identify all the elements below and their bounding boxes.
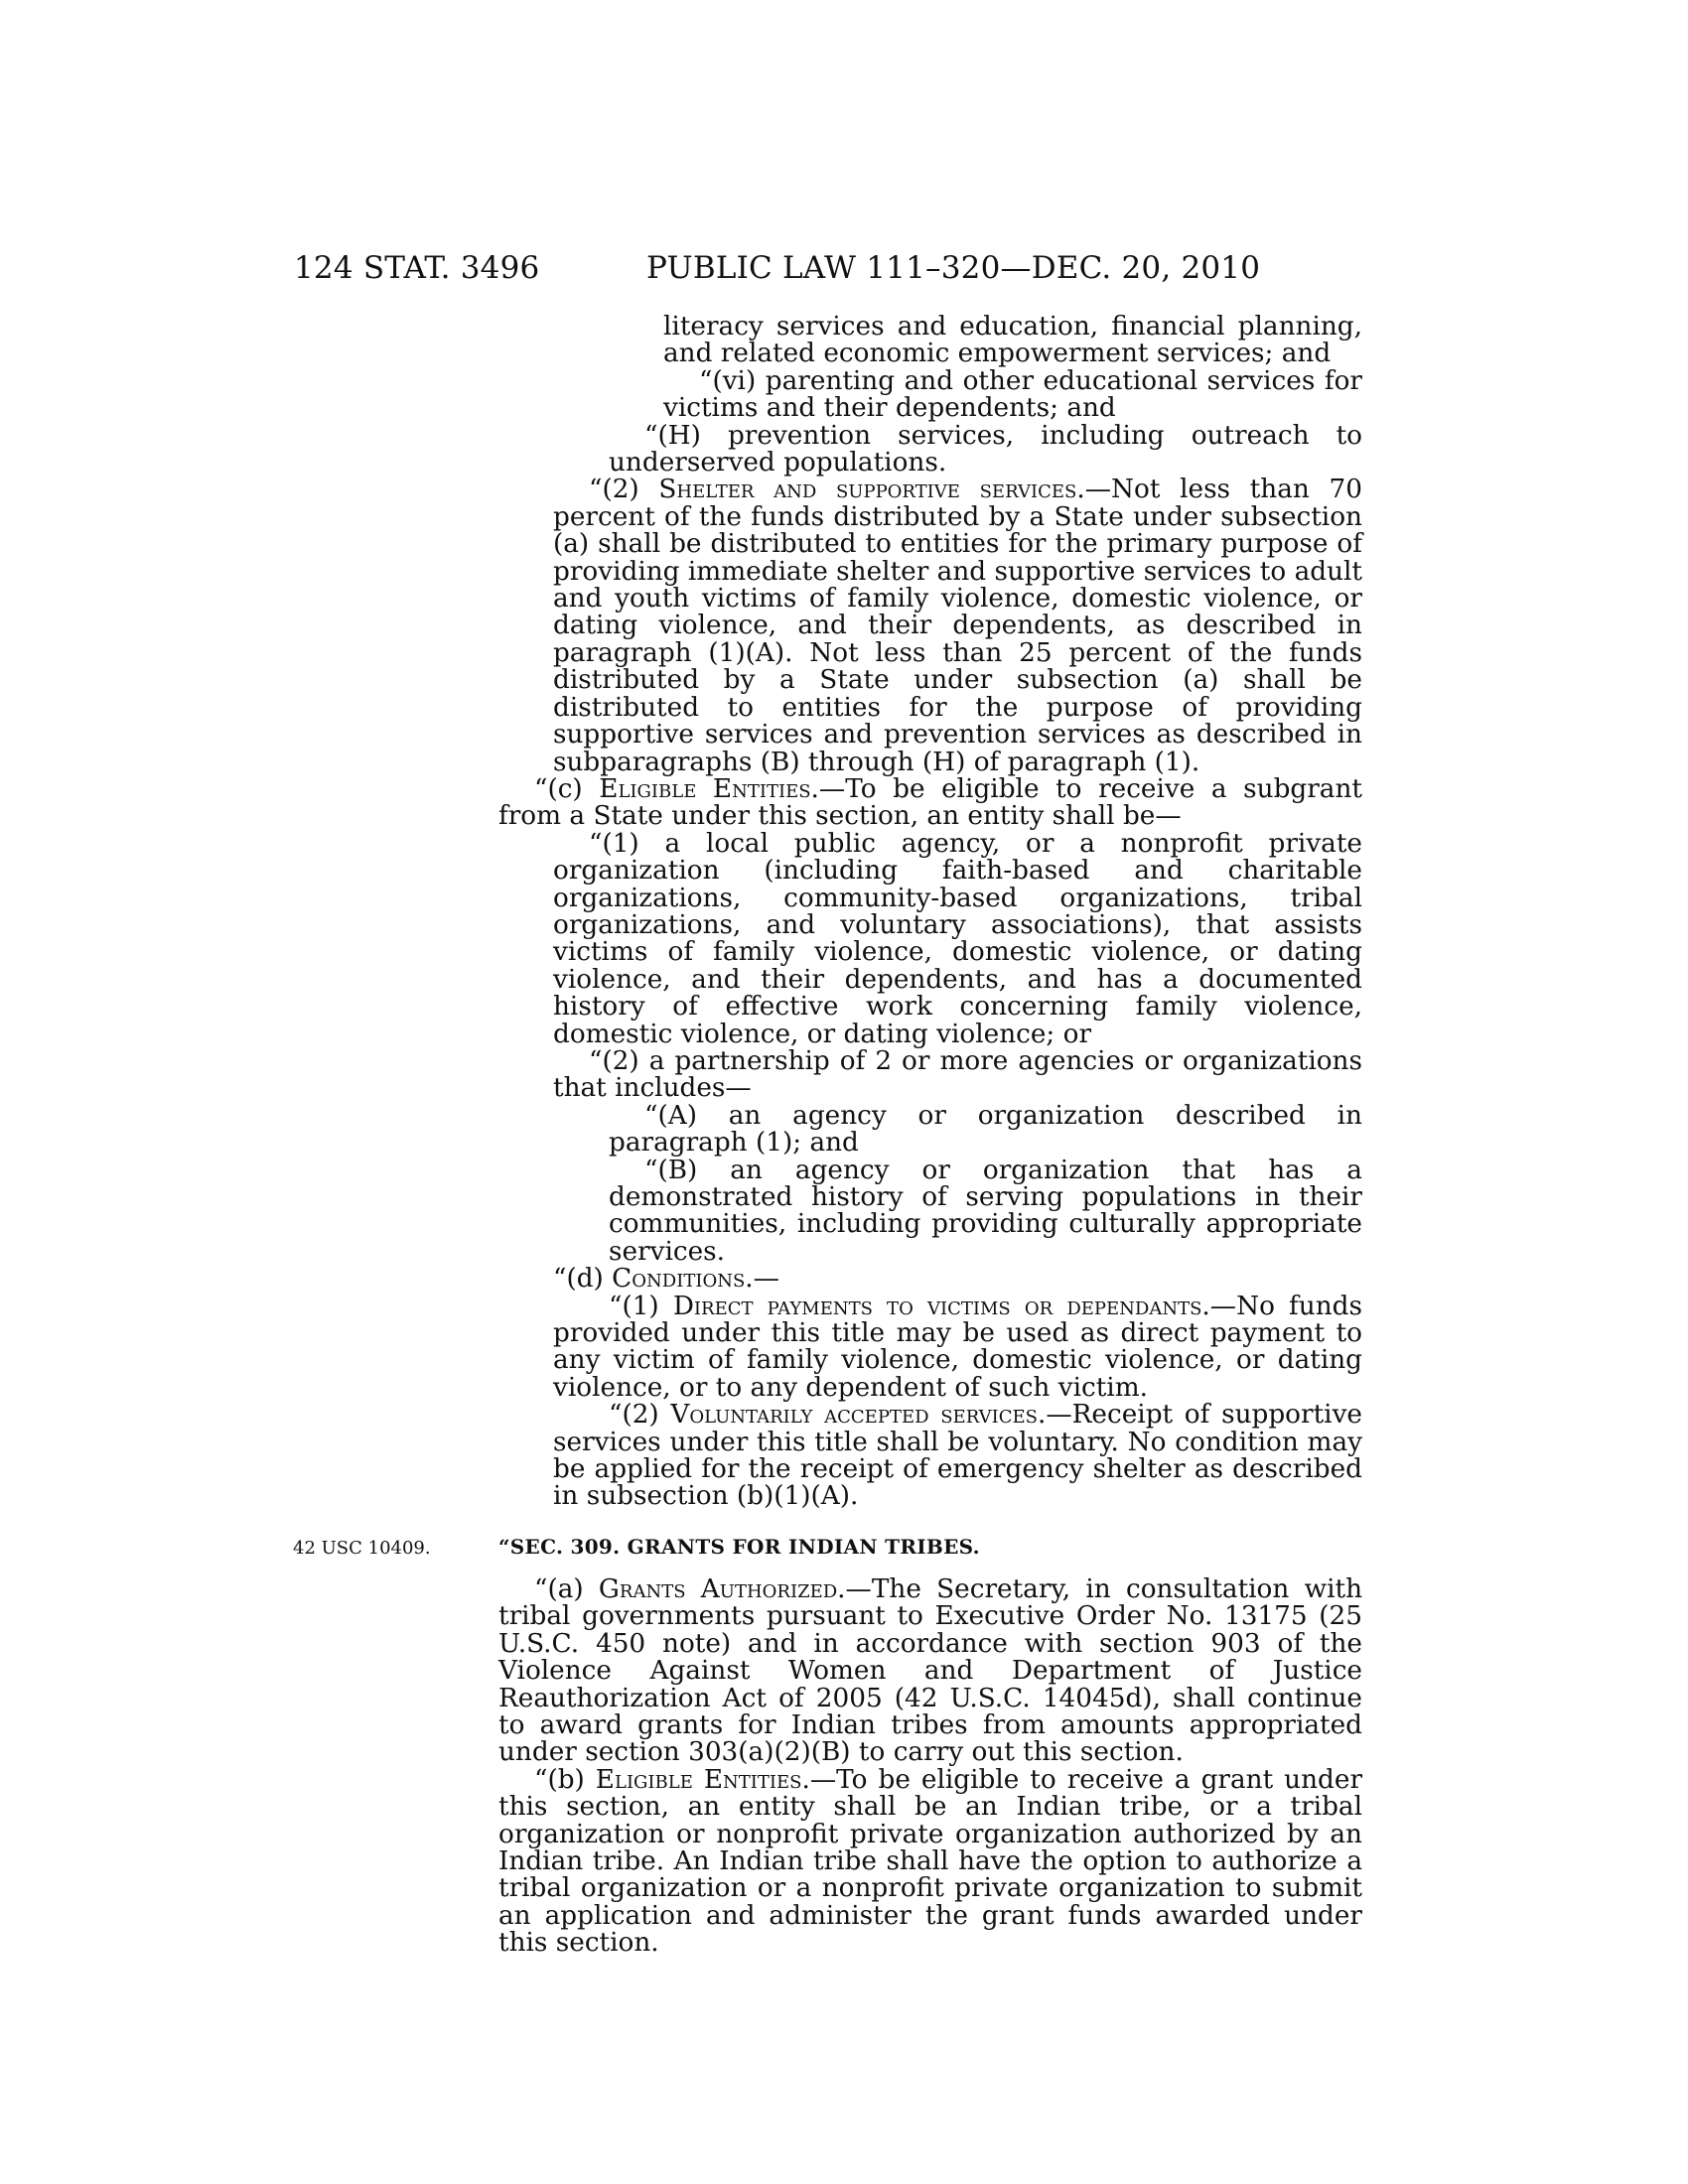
subsection-text: —To be eligible to receive a grant under this section, an entity shall be an Indian tribe, or a tribal organization or nonprofit private organization authorized by an Indian tribe. An Indian tribe shall have the option to authorize a tribal organization or a nonprofit private organization to submit an application and administer the grant funds awarded under this section. — [498, 1764, 1363, 1959]
paragraph-number: “(2) — [589, 475, 659, 505]
subsection-heading: Eligible Entities. — [595, 1764, 810, 1795]
paragraph-continuation: literacy services and education, financial planning, and related economic empowerment services; and — [663, 312, 1362, 369]
subsection-heading: Conditions. — [612, 1264, 754, 1295]
subsection-heading: Eligible Entities. — [599, 773, 819, 804]
subsection-number: “(a) — [534, 1573, 599, 1604]
subparagraph-c2B: “(B) an agency or organization that has a demonstrated history of serving populations in their communities, including providing culturally appropriate services. — [609, 1155, 1362, 1267]
subsection-dash: — — [753, 1264, 779, 1295]
public-law-header: PUBLIC LAW 111–320—DEC. 20, 2010 — [646, 250, 1261, 286]
paragraph-heading: Shelter and supportive services. — [658, 475, 1085, 505]
paragraph-heading: Direct payments to victims or dependants. — [672, 1291, 1210, 1321]
subsection-b-eligible-entities — [498, 1764, 1363, 1959]
subparagraph-c2A: “(A) an agency or organization described in paragraph (1); and — [609, 1100, 1362, 1159]
subsection-d-conditions — [498, 1266, 1362, 1293]
paragraph-text: —No funds provided under this title may be used as direct payment to any victim of family violence, domestic violence, or dating violence, or to any dependent of such victim. — [553, 1291, 1362, 1403]
paragraph-c2: “(2) a partnership of 2 or more agencies or organizations that includes— — [553, 1045, 1362, 1104]
paragraph-number: “(1) — [609, 1291, 673, 1321]
document-body — [293, 312, 1363, 1959]
subsection-a-grants-authorized — [498, 1573, 1362, 1768]
statute-page-number: 124 STAT. 3496 — [294, 250, 540, 286]
subsection-number: “(c) — [534, 773, 600, 804]
paragraph-c1: “(1) a local public agency, or a nonprofit private organization (including faith-based and charitable organizations, community-based organizations, tribal organizations, and voluntary associations), that assists victims of family violence, domestic violence, or dating violence, and their dependents, and has a documented history of effective work concerning family violence, domestic violence, or dating violence; or — [553, 828, 1362, 1049]
section-heading: “SEC. 309. GRANTS FOR INDIAN TRIBES. — [498, 1534, 980, 1559]
paragraph-number: “(2) — [609, 1400, 671, 1431]
subsection-text: —The Secretary, in consultation with tribal governments pursuant to Executive Order No. 13175 (25 U.S.C. 450 note) and in accordance with section 903 of the Violence Against Women and Department of Justice Reauthorization Act of 2005 (42 U.S.C. 14045d), shall continue to award grants for Indian tribes from amounts appropriated under section 303(a)(2)(B) to carry out this section. — [498, 1573, 1362, 1768]
paragraph-d2 — [553, 1402, 1362, 1511]
paragraph-d1 — [553, 1291, 1362, 1403]
paragraph-text: —Not less than 70 percent of the funds distributed by a State under subsection (a) shall be distributed to entities for the primary purpose of providing immediate shelter and supportive services to adult and youth victims of family violence, domestic violence, or dating violence, and their dependents, as described in paragraph (1)(A). Not less than 25 percent of the funds distributed by a State under subsection (a) shall be distributed to entities for the purpose of providing supportive services and prevention services as described in subparagraphs (B) through (H) of paragraph (1). — [553, 475, 1362, 777]
paragraph-2-shelter — [553, 477, 1362, 775]
subparagraph-H: “(H) prevention services, including outreach to underserved populations. — [609, 420, 1362, 478]
subsection-c-eligible-entities — [498, 773, 1362, 832]
subsection-heading: Grants Authorized. — [598, 1573, 846, 1604]
subsection-number: “(d) — [553, 1264, 613, 1295]
clause-vi: “(vi) parenting and other educational services for victims and their dependents; and — [663, 365, 1362, 424]
paragraph-heading: Voluntarily accepted services. — [670, 1400, 1047, 1431]
subsection-text: —To be eligible to receive a subgrant from a State under this section, an entity shall be— — [498, 773, 1362, 832]
usc-margin-note: 42 USC 10409. — [293, 1537, 431, 1559]
subsection-number: “(b) — [534, 1764, 596, 1795]
section-309-heading-row — [293, 1531, 1362, 1576]
paragraph-text: —Receipt of supportive services under this title shall be voluntary. No condition may be applied for the receipt of emergency shelter as described in subsection (b)(1)(A). — [553, 1400, 1362, 1512]
